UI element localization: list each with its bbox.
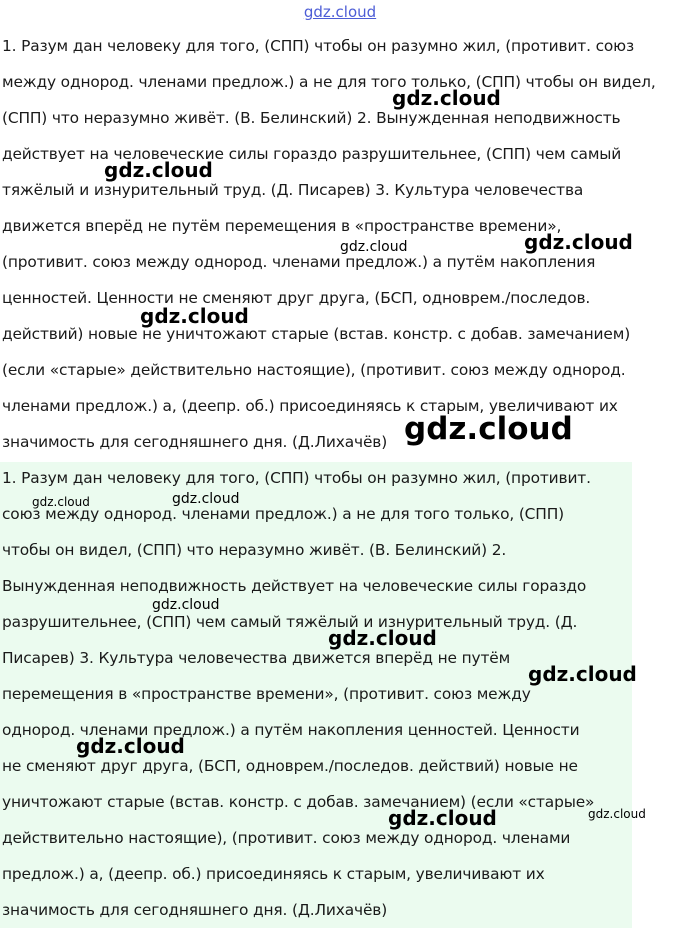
watermark: gdz.cloud xyxy=(404,411,573,447)
watermark: gdz.cloud xyxy=(524,230,633,254)
answer-highlighted-line: однород. членами предлож.) а путём накопления ценностей. Ценности xyxy=(2,721,580,739)
answer-line: значимость для сегодняшнего дня. (Д.Лихачёв) xyxy=(2,433,388,451)
answer-highlighted-line: Писарев) 3. Культура человечества движется вперёд не путём xyxy=(2,649,511,667)
watermark: gdz.cloud xyxy=(140,304,249,328)
answer-line: членами предлож.) а, (деепр. об.) присоединяясь к старым, увеличивают их xyxy=(2,397,618,415)
answer-highlighted-line: перемещения в «пространстве времени», (противит. союз между xyxy=(2,685,531,703)
answer-line: (противит. союз между однород. членами предлож.) а путём накопления xyxy=(2,253,596,271)
watermark: gdz.cloud xyxy=(104,158,213,182)
watermark: gdz.cloud xyxy=(340,239,408,255)
watermark: gdz.cloud xyxy=(528,662,637,686)
watermark: gdz.cloud xyxy=(152,597,220,613)
watermark: gdz.cloud xyxy=(32,495,90,509)
answer-highlighted-line: Вынужденная неподвижность действует на человеческие силы гораздо xyxy=(2,577,587,595)
watermark: gdz.cloud xyxy=(328,626,437,650)
answer-text-block xyxy=(0,28,668,458)
watermark: gdz.cloud xyxy=(172,491,240,507)
watermark: gdz.cloud xyxy=(388,806,497,830)
answer-highlighted-line: союз между однород. членами предлож.) а не для того только, (СПП) xyxy=(2,505,564,523)
watermark: gdz.cloud xyxy=(588,807,646,821)
answer-highlighted-block xyxy=(0,462,632,928)
watermark: gdz.cloud xyxy=(76,734,185,758)
answer-highlighted-line: не сменяют друг друга, (БСП, одноврем./последов. действий) новые не xyxy=(2,757,578,775)
answer-highlighted-line: уничтожают старые (встав. констр. с добав. замечанием) (если «старые» xyxy=(2,793,595,811)
answer-line: (СПП) что неразумно живёт. (В. Белинский) 2. Вынужденная неподвижность xyxy=(2,109,621,127)
answer-highlighted-line: 1. Разум дан человеку для того, (СПП) чтобы он разумно жил, (противит. xyxy=(2,469,591,487)
answer-line: движется вперёд не путём перемещения в «пространстве времени», xyxy=(2,217,562,235)
answer-line: ценностей. Ценности не сменяют друг друга, (БСП, одноврем./последов. xyxy=(2,289,591,307)
answer-highlighted-line: действительно настоящие), (противит. союз между однород. членами xyxy=(2,829,571,847)
answer-highlighted-line: разрушительнее, (СПП) чем самый тяжёлый и изнурительный труд. (Д. xyxy=(2,613,578,631)
answer-highlighted-line: значимость для сегодняшнего дня. (Д.Лихачёв) xyxy=(2,901,388,919)
answer-line: действий) новые не уничтожают старые (встав. констр. с добав. замечанием) xyxy=(2,325,631,343)
answer-line: тяжёлый и изнурительный труд. (Д. Писарев) 3. Культура человечества xyxy=(2,181,584,199)
answer-line: между однород. членами предлож.) а не для того только, (СПП) чтобы он видел, xyxy=(2,73,656,91)
answer-highlighted-line: предлож.) а, (деепр. об.) присоединяясь к старым, увеличивают их xyxy=(2,865,545,883)
watermark: gdz.cloud xyxy=(392,86,501,110)
answer-highlighted-line: чтобы он видел, (СПП) что неразумно живёт. (В. Белинский) 2. xyxy=(2,541,507,559)
answer-line: (если «старые» действительно настоящие), (противит. союз между однород. xyxy=(2,361,626,379)
answer-line: 1. Разум дан человеку для того, (СПП) чтобы он разумно жил, (противит. союз xyxy=(2,37,635,55)
site-header-link[interactable]: gdz.cloud xyxy=(303,3,377,21)
answer-line: действует на человеческие силы гораздо разрушительнее, (СПП) чем самый xyxy=(2,145,622,163)
